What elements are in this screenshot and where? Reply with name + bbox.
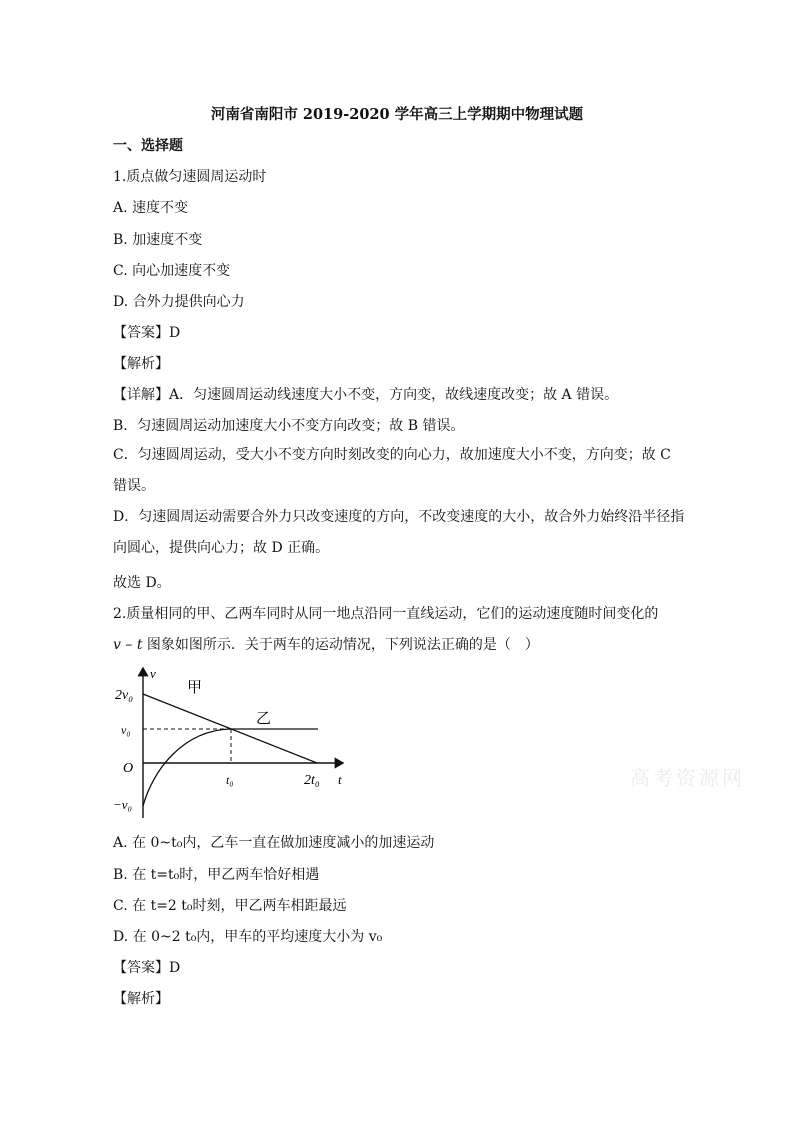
q2-option-a: A. 在 0~t₀内，乙车一直在做加速度减小的加速运动 — [113, 835, 435, 851]
q1-detail-b: B．匀速圆周运动加速度大小不变方向改变；故 B 错误。 — [113, 418, 465, 434]
q1-answer — [113, 322, 180, 342]
stem-t: t — [136, 637, 143, 653]
detail-text: A．匀速圆周运动线速度大小不变，方向变，故线速度改变；故 A 错误。 — [169, 387, 619, 403]
answer-label: 【答案】 — [113, 960, 169, 976]
q2-stem-line1: 2.质量相同的甲、乙两车同时从同一地点沿同一直线运动，它们的运动速度随时间变化的 — [113, 606, 659, 622]
q1-option-d: D. 合外力提供向心力 — [113, 294, 245, 310]
q2-answer — [113, 957, 180, 977]
q1-stem: 1.质点做匀速圆周运动时 — [113, 169, 267, 185]
label-yi: 乙 — [256, 711, 272, 727]
stem-rest: 图象如图所示．关于两车的运动情况，下列说法正确的是（ ） — [142, 637, 539, 653]
vt-graph — [113, 660, 353, 820]
watermark-text: 高考资源网 — [630, 766, 745, 790]
stem-dash: – — [120, 637, 137, 653]
q1-option-b: B. 加速度不变 — [113, 232, 203, 248]
page-title: 河南省南阳市 2019-2020 学年高三上学期期中物理试题 — [210, 106, 584, 123]
label-v-axis: v — [150, 666, 156, 681]
q1-conclusion: 故选 D。 — [113, 575, 171, 591]
q2-option-b: B. 在 t=t₀时，甲乙两车恰好相遇 — [113, 867, 320, 883]
q1-detail-a — [113, 384, 618, 404]
q2-analysis-label: 【解析】 — [113, 991, 169, 1007]
q1-option-a: A. 速度不变 — [113, 200, 189, 216]
q1-analysis-label: 【解析】 — [113, 356, 169, 372]
section-heading: 一、选择题 — [113, 138, 183, 154]
curve-yi — [143, 729, 318, 806]
q2-stem-line2 — [113, 634, 539, 654]
label-jia: 甲 — [187, 680, 203, 696]
label-2v0: 2v₀ — [115, 688, 134, 703]
detail-label: 【详解】 — [113, 387, 169, 403]
label-t-axis: t — [338, 772, 342, 787]
label-v0: v₀ — [121, 723, 131, 737]
q1-detail-d: D．匀速圆周运动需要合外力只改变速度的方向，不改变速度的大小，故合外力始终沿半径指向圆心，提供向心力；故 D 正确。 — [113, 509, 685, 556]
label-origin: O — [123, 761, 134, 776]
answer-value: D — [169, 960, 181, 976]
answer-label: 【答案】 — [113, 325, 169, 341]
q2-option-d: D. 在 0~2 t₀内，甲车的平均速度大小为 v₀ — [113, 929, 383, 945]
label-2t0: 2t₀ — [304, 773, 320, 788]
q1-option-c: C. 向心加速度不变 — [113, 263, 231, 279]
answer-value: D — [169, 325, 181, 341]
label-t0: t₀ — [226, 773, 234, 787]
q2-option-c: C. 在 t=2 t₀时刻，甲乙两车相距最远 — [113, 898, 347, 914]
label-neg-v0: −v₀ — [113, 797, 133, 812]
stem-v: v — [113, 637, 121, 653]
q1-detail-c: C．匀速圆周运动，受大小不变方向时刻改变的向心力，故加速度大小不变，方向变；故 C 错误。 — [113, 447, 671, 494]
